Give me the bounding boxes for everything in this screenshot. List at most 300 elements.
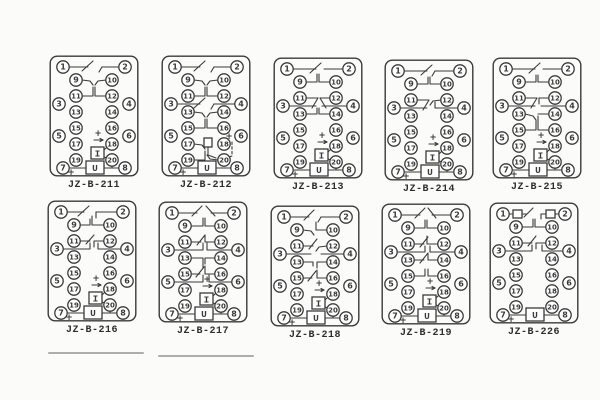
terminal-number: 4 xyxy=(235,245,241,255)
terminal-number: 20 xyxy=(550,158,560,167)
relay-diagram-panel xyxy=(383,58,475,195)
wiring-line xyxy=(525,114,536,120)
wiring-line xyxy=(82,87,93,96)
terminal-number: 10 xyxy=(547,223,557,232)
terminal-17 xyxy=(179,284,191,296)
terminal-15 xyxy=(68,267,80,279)
terminal-number: 2 xyxy=(346,64,352,74)
terminal-number: 15 xyxy=(511,271,521,280)
polarity-mark: + xyxy=(510,170,518,180)
current-coil-box xyxy=(89,292,102,304)
terminal-11 xyxy=(68,235,80,247)
wiring-line xyxy=(206,206,215,216)
terminal-2 xyxy=(559,208,571,220)
wiring-line xyxy=(529,63,540,73)
wiring-line xyxy=(82,61,93,71)
box-label: I xyxy=(429,152,436,164)
terminal-6 xyxy=(121,275,133,287)
wiring-line xyxy=(194,87,205,96)
terminal-1 xyxy=(166,207,178,219)
terminal-14 xyxy=(438,254,450,266)
terminal-number: 9 xyxy=(513,222,519,232)
voltage-coil-box xyxy=(529,163,547,176)
terminal-number: 9 xyxy=(294,225,300,235)
terminal-number: 17 xyxy=(295,142,305,151)
terminal-number: 9 xyxy=(71,220,77,230)
wiring-line xyxy=(306,108,317,114)
terminal-number: 5 xyxy=(388,279,394,289)
wiring-line xyxy=(430,77,441,84)
terminal-number: 7 xyxy=(395,167,401,177)
terminal-4 xyxy=(344,248,356,260)
terminal-15 xyxy=(291,272,303,284)
terminal-10 xyxy=(549,76,561,88)
terminal-9 xyxy=(70,74,82,86)
terminal-14 xyxy=(106,106,118,118)
terminal-1 xyxy=(392,65,404,77)
terminal-number: 8 xyxy=(346,165,352,175)
terminal-number: 4 xyxy=(458,247,464,257)
terminal-number: 9 xyxy=(405,223,411,233)
terminal-12 xyxy=(438,238,450,250)
terminal-number: 17 xyxy=(403,288,413,297)
panel-border xyxy=(162,56,250,176)
terminal-number: 14 xyxy=(331,110,341,119)
wiring-line xyxy=(192,206,202,216)
terminal-11 xyxy=(179,236,191,248)
terminal-13 xyxy=(291,256,303,268)
wiring-line xyxy=(428,208,436,218)
terminal-number: 1 xyxy=(169,208,175,218)
terminal-14 xyxy=(441,110,453,122)
terminal-number: 6 xyxy=(461,135,467,145)
wiring-line xyxy=(309,239,317,249)
terminal-12 xyxy=(106,90,118,102)
terminal-16 xyxy=(215,268,227,280)
wiring-line xyxy=(95,80,106,85)
relay-diagram-panel xyxy=(48,54,140,191)
terminal-19 xyxy=(294,156,306,168)
terminal-number: 3 xyxy=(388,247,394,257)
terminal-number: 5 xyxy=(56,131,62,141)
terminal-number: 17 xyxy=(69,285,79,294)
terminal-number: 8 xyxy=(343,313,349,323)
wiring-line xyxy=(78,206,89,216)
terminal-number: 12 xyxy=(331,94,341,103)
box-label: I xyxy=(203,294,210,306)
terminal-10 xyxy=(104,219,116,231)
box-label: U xyxy=(532,309,538,321)
terminal-number: 7 xyxy=(500,310,506,320)
terminal-16 xyxy=(546,269,558,281)
terminal-number: 5 xyxy=(496,278,502,288)
terminal-13 xyxy=(294,108,306,120)
terminal-3 xyxy=(165,98,177,110)
box-label: I xyxy=(426,296,433,308)
terminal-8 xyxy=(562,164,574,176)
terminal-12 xyxy=(215,236,227,248)
terminal-number: 19 xyxy=(403,304,413,313)
polarity-mark: + xyxy=(225,132,233,142)
terminal-number: 11 xyxy=(71,92,81,101)
terminal-12 xyxy=(441,94,453,106)
terminal-number: 16 xyxy=(550,126,560,135)
box-label: U xyxy=(427,166,433,178)
wiring-line xyxy=(194,98,205,108)
polarity-mark: + xyxy=(288,318,296,328)
terminal-number: 20 xyxy=(105,301,115,310)
terminal-number: 19 xyxy=(180,302,190,311)
wiring-line xyxy=(191,218,203,226)
terminal-10 xyxy=(215,220,227,232)
terminal-number: 10 xyxy=(216,222,226,231)
box-label: U xyxy=(204,162,210,174)
terminal-number: 15 xyxy=(183,124,193,133)
terminal-number: 17 xyxy=(514,142,524,151)
terminal-20 xyxy=(104,299,116,311)
terminal-15 xyxy=(402,270,414,282)
wiring-line xyxy=(207,112,218,117)
terminal-16 xyxy=(327,272,339,284)
wiring-line xyxy=(421,65,432,75)
box-label: I xyxy=(537,150,544,162)
relay-diagram-panel xyxy=(160,54,252,191)
panel-drawing xyxy=(383,58,475,182)
terminal-15 xyxy=(405,126,417,138)
terminal-number: 20 xyxy=(442,160,452,169)
terminal-number: 13 xyxy=(403,256,413,265)
terminal-12 xyxy=(330,92,342,104)
terminal-19 xyxy=(182,154,194,166)
terminal-number: 15 xyxy=(71,124,81,133)
terminal-number: 4 xyxy=(126,99,132,109)
terminal-9 xyxy=(68,219,80,231)
terminal-number: 15 xyxy=(295,126,305,135)
terminal-8 xyxy=(454,166,466,178)
wiring-line xyxy=(317,270,327,278)
terminal-number: 12 xyxy=(105,237,115,246)
terminal-number: 13 xyxy=(514,110,524,119)
terminal-number: 6 xyxy=(458,279,464,289)
terminal-3 xyxy=(277,100,289,112)
box-label: U xyxy=(90,307,96,319)
wiring-line xyxy=(205,218,215,226)
terminal-17 xyxy=(294,140,306,152)
terminal-13 xyxy=(182,106,194,118)
wiring-line xyxy=(211,104,214,109)
terminal-number: 12 xyxy=(219,92,229,101)
wiring-line xyxy=(207,119,218,128)
terminal-14 xyxy=(215,252,227,264)
terminal-number: 19 xyxy=(71,156,81,165)
terminal-number: 8 xyxy=(122,163,128,173)
terminal-number: 12 xyxy=(439,240,449,249)
terminal-number: 6 xyxy=(566,278,572,288)
terminal-number: 12 xyxy=(216,238,226,247)
wiring-line xyxy=(415,208,425,218)
terminal-number: 19 xyxy=(183,156,193,165)
terminal-number: 8 xyxy=(565,165,571,175)
voltage-coil-box xyxy=(421,165,439,178)
wiring-line xyxy=(197,235,205,245)
terminal-number: 9 xyxy=(408,79,414,89)
terminal-16 xyxy=(106,122,118,134)
terminal-11 xyxy=(402,238,414,250)
voltage-coil-box xyxy=(310,163,328,176)
terminal-9 xyxy=(294,76,306,88)
terminal-13 xyxy=(513,108,525,120)
voltage-coil-box xyxy=(307,311,325,324)
terminal-15 xyxy=(294,124,306,136)
terminal-number: 7 xyxy=(169,309,175,319)
terminal-number: 11 xyxy=(180,238,190,247)
polarity-mark: + xyxy=(179,168,187,178)
terminal-number: 1 xyxy=(58,207,64,217)
terminal-number: 4 xyxy=(347,249,353,259)
terminal-14 xyxy=(327,256,339,268)
terminal-18 xyxy=(330,140,342,152)
terminal-number: 1 xyxy=(392,210,398,220)
terminal-12 xyxy=(104,235,116,247)
terminal-number: 20 xyxy=(219,156,229,165)
terminal-number: 15 xyxy=(180,270,190,279)
terminal-9 xyxy=(513,76,525,88)
terminal-15 xyxy=(513,124,525,136)
terminal-number: 10 xyxy=(219,76,229,85)
terminal-number: 11 xyxy=(511,239,521,248)
panel-drawing xyxy=(157,200,249,324)
terminal-16 xyxy=(441,126,453,138)
box-outline xyxy=(204,138,212,147)
relay-diagram-panel xyxy=(488,201,580,338)
terminal-19 xyxy=(70,154,82,166)
panel-model-label: JZ-B-211 xyxy=(67,180,120,191)
voltage-coil-box xyxy=(418,309,436,322)
terminal-number: 1 xyxy=(60,62,66,72)
terminal-number: 17 xyxy=(183,140,193,149)
wiring-line xyxy=(319,108,330,114)
terminal-18 xyxy=(215,284,227,296)
terminal-number: 16 xyxy=(216,270,226,279)
terminal-4 xyxy=(121,243,133,255)
terminal-number: 11 xyxy=(406,96,416,105)
terminal-number: 8 xyxy=(457,167,463,177)
terminal-number: 6 xyxy=(124,276,130,286)
terminal-number: 2 xyxy=(457,66,463,76)
terminal-8 xyxy=(119,162,131,174)
terminal-2 xyxy=(117,206,129,218)
terminal-11 xyxy=(182,90,194,102)
wiring-line xyxy=(304,210,314,220)
terminal-17 xyxy=(510,285,522,297)
box-label: U xyxy=(316,164,322,176)
terminal-number: 4 xyxy=(566,246,572,256)
terminal-number: 19 xyxy=(292,306,302,315)
relay-diagram-panel xyxy=(272,56,364,193)
terminal-number: 15 xyxy=(514,126,524,135)
terminal-number: 3 xyxy=(168,99,174,109)
terminal-4 xyxy=(235,98,247,110)
wiring-line xyxy=(319,74,330,82)
terminal-number: 6 xyxy=(569,133,575,143)
terminal-number: 18 xyxy=(219,140,229,149)
terminal-number: 6 xyxy=(238,131,244,141)
terminal-6 xyxy=(458,134,470,146)
wiring-line xyxy=(428,269,438,276)
terminal-9 xyxy=(405,78,417,90)
terminal-number: 13 xyxy=(71,108,81,117)
terminal-1 xyxy=(57,61,69,73)
terminal-number: 1 xyxy=(281,212,287,222)
terminal-number: 19 xyxy=(514,158,524,167)
terminal-8 xyxy=(559,309,571,321)
terminal-number: 18 xyxy=(105,285,115,294)
terminal-4 xyxy=(566,100,578,112)
terminal-number: 4 xyxy=(124,244,130,254)
terminal-8 xyxy=(340,312,352,324)
terminal-4 xyxy=(123,98,135,110)
terminal-number: 7 xyxy=(284,165,290,175)
polarity-mark: + xyxy=(537,131,545,141)
terminal-number: 12 xyxy=(547,239,557,248)
wiring-line xyxy=(80,219,90,225)
terminal-6 xyxy=(123,130,135,142)
voltage-coil-box xyxy=(86,161,104,174)
wiring-line xyxy=(94,241,104,247)
wiring-line xyxy=(427,236,438,244)
terminal-18 xyxy=(438,286,450,298)
wiring-line xyxy=(417,77,428,84)
terminal-13 xyxy=(70,106,82,118)
terminal-number: 4 xyxy=(569,101,575,111)
terminal-number: 16 xyxy=(331,126,341,135)
terminal-10 xyxy=(327,224,339,236)
wiring-line xyxy=(205,266,215,274)
wiring-line xyxy=(316,246,327,251)
wiring-line xyxy=(538,75,549,82)
terminal-2 xyxy=(228,207,240,219)
relay-diagram-panel xyxy=(269,204,361,341)
wiring-line xyxy=(525,75,536,82)
terminal-number: 13 xyxy=(406,112,416,121)
current-coil-box xyxy=(426,151,439,163)
wiring-line xyxy=(524,208,533,217)
terminal-number: 15 xyxy=(406,128,416,137)
terminal-number: 5 xyxy=(165,277,171,287)
terminal-number: 9 xyxy=(185,75,191,85)
terminal-number: 16 xyxy=(328,274,338,283)
polarity-mark: + xyxy=(92,274,100,284)
wiring-line xyxy=(211,67,214,72)
box-label: U xyxy=(535,164,541,176)
terminal-number: 9 xyxy=(516,77,522,87)
terminal-16 xyxy=(104,267,116,279)
terminal-number: 14 xyxy=(216,254,226,263)
terminal-11 xyxy=(294,92,306,104)
wiring-line xyxy=(194,119,205,128)
terminal-3 xyxy=(496,100,508,112)
polarity-mark: + xyxy=(291,170,299,180)
polarity-mark: + xyxy=(402,172,410,182)
wiring-line xyxy=(432,71,435,76)
terminal-number: 17 xyxy=(511,287,521,296)
terminal-2 xyxy=(119,61,131,73)
panel-model-label: JZ-B-212 xyxy=(179,180,232,191)
terminal-number: 3 xyxy=(165,245,171,255)
component-box xyxy=(204,138,212,147)
terminal-number: 12 xyxy=(442,96,452,105)
box-label: I xyxy=(92,293,99,305)
terminal-number: 20 xyxy=(107,156,117,165)
terminal-number: 8 xyxy=(120,308,126,318)
terminal-number: 13 xyxy=(511,255,521,264)
terminal-number: 8 xyxy=(234,163,240,173)
terminal-number: 10 xyxy=(442,80,452,89)
terminal-number: 2 xyxy=(231,208,237,218)
terminal-number: 7 xyxy=(172,163,178,173)
terminal-number: 9 xyxy=(297,77,303,87)
terminal-9 xyxy=(182,74,194,86)
wiring-line xyxy=(536,243,546,249)
terminal-15 xyxy=(182,122,194,134)
terminal-number: 4 xyxy=(461,103,467,113)
terminal-number: 19 xyxy=(295,158,305,167)
terminal-number: 3 xyxy=(499,101,505,111)
panel-model-label: JZ-B-214 xyxy=(402,184,455,195)
terminal-number: 20 xyxy=(216,302,226,311)
polarity-mark: + xyxy=(429,133,437,143)
terminal-number: 6 xyxy=(235,277,241,287)
polarity-mark: + xyxy=(507,315,515,325)
terminal-8 xyxy=(231,162,243,174)
terminal-11 xyxy=(291,240,303,252)
terminal-number: 4 xyxy=(350,101,356,111)
wiring-line xyxy=(205,258,215,264)
terminal-number: 20 xyxy=(439,304,449,313)
terminal-20 xyxy=(441,158,453,170)
terminal-number: 9 xyxy=(73,75,79,85)
box-outline xyxy=(546,210,555,218)
terminal-number: 2 xyxy=(454,210,460,220)
terminal-number: 1 xyxy=(284,64,290,74)
terminal-number: 14 xyxy=(442,112,452,121)
terminal-18 xyxy=(104,283,116,295)
wiring-line xyxy=(525,120,536,130)
terminal-number: 11 xyxy=(403,240,413,249)
terminal-20 xyxy=(546,301,558,313)
terminal-18 xyxy=(106,138,118,150)
terminal-number: 16 xyxy=(107,124,117,133)
terminal-4 xyxy=(458,102,470,114)
wiring-line xyxy=(82,80,93,85)
terminal-number: 4 xyxy=(238,99,244,109)
wiring-line xyxy=(538,116,549,130)
terminal-number: 11 xyxy=(69,237,79,246)
terminal-8 xyxy=(228,308,240,320)
terminal-number: 14 xyxy=(547,255,557,264)
terminal-number: 5 xyxy=(499,133,505,143)
terminal-number: 2 xyxy=(234,62,240,72)
terminal-3 xyxy=(53,98,65,110)
terminal-12 xyxy=(218,90,230,102)
terminal-5 xyxy=(162,276,174,288)
terminal-6 xyxy=(347,132,359,144)
terminal-10 xyxy=(546,221,558,233)
terminal-17 xyxy=(402,286,414,298)
terminal-16 xyxy=(438,270,450,282)
wiring-line xyxy=(539,98,549,104)
terminal-number: 20 xyxy=(328,306,338,315)
